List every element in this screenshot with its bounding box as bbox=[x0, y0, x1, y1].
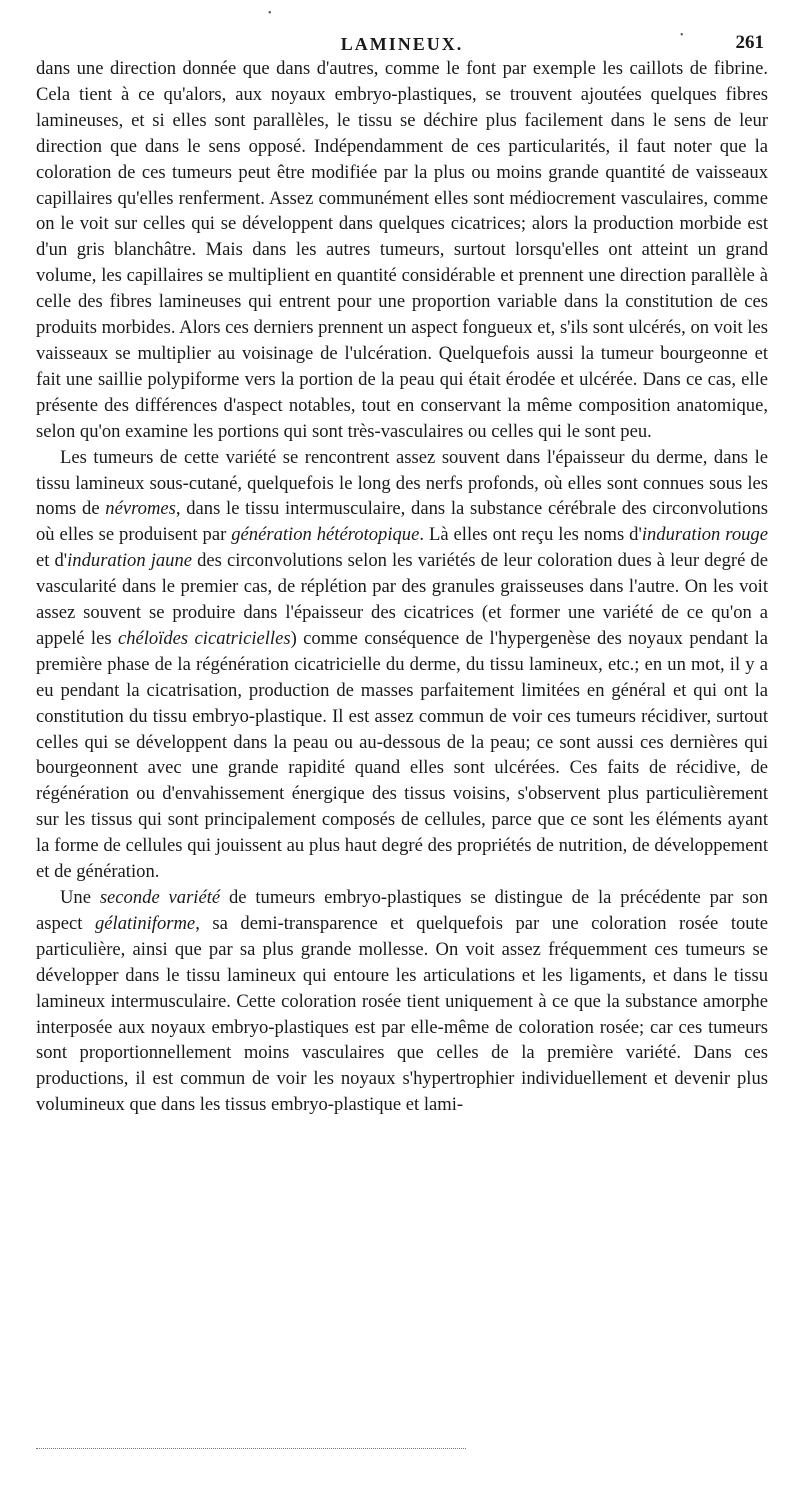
italic-term: chéloïdes cicatricielles bbox=[117, 627, 291, 649]
italic-term: induration rouge bbox=[641, 524, 768, 546]
paragraph bbox=[36, 885, 768, 1118]
italic-term: génération hétérotopique bbox=[231, 524, 420, 546]
book-page bbox=[36, 22, 768, 1118]
text-run: des circonvolutions selon les variétés de leur coloration dues à leur degré de vascularité dans le premier cas, de réplétion par des granules graisseuses dans l'autre. On les voit assez souvent se produire dans l'épaisseur des cicatrices (et former une variété de ce qu'on a appelé les bbox=[36, 550, 768, 649]
text-run: et d' bbox=[36, 550, 68, 572]
text-run: , dans le tissu intermusculaire, dans la substance cérébrale des circonvolutions où elles se produisent par bbox=[36, 498, 769, 546]
running-title: LAMINEUX. bbox=[340, 34, 464, 54]
text-run: , sa demi-transparence et quelquefois par une coloration rosée toute particulière, ainsi que par sa plus grande mollesse. On voit assez fréquemment ces tumeurs se développer dans le tissu lamineux qui entoure les articulations et les ligaments, et dans le tissu lamineux intermusculaire. Cette coloration rosée tient uniquement à ce que la substance amorphe interposée aux noyaux embryo-plastiques est par elle-même de coloration rosée; car ces tumeurs sont proportionnellement moins vasculaires que celles de la première variété. Dans ces productions, il est commun de voir les noyaux s'hypertrophier individuellement et devenir plus volumineux que dans les tissus embryo-plastique et lami- bbox=[36, 912, 768, 1116]
running-head bbox=[36, 22, 768, 56]
text-run: Une bbox=[60, 887, 100, 908]
text-run: Les tumeurs de cette variété se rencontrent assez souvent dans l'épaisseur du derme, dans le tissu lamineux sous-cutané, quelquefois le long des nerfs profonds, où elles sont connues sous les noms de bbox=[36, 446, 768, 520]
italic-term: névromes bbox=[105, 498, 176, 520]
paragraph bbox=[36, 56, 768, 445]
print-speck: • bbox=[268, 8, 272, 19]
paragraph bbox=[36, 445, 768, 885]
print-speck: • bbox=[680, 30, 684, 41]
italic-term: induration jaune bbox=[67, 550, 193, 572]
footer-rule bbox=[36, 1448, 466, 1449]
italic-term: seconde variété bbox=[99, 887, 221, 908]
italic-term: gélatiniforme bbox=[95, 912, 196, 934]
page-number: 261 bbox=[735, 32, 764, 53]
text-run: de tumeurs embryo-plastiques se distingue de la précédente par son aspect bbox=[36, 887, 768, 934]
text-run: dans une direction donnée que dans d'autres, comme le font par exemple les caillots de fibrine. Cela tient à ce qu'alors, aux noyaux embryo-plastiques, se trouvent ajoutées quelques fibres lamineuses, et si elles sont parallèles, le tissu se déchire plus facilement dans le sens de leur direction que dans le sens opposé. Indépendamment de ces particularités, il faut noter que la coloration de ces tumeurs peut être modifiée par la plus ou moins grande quantité de vaisseaux capillaires qu'elles renferment. Assez communément elles sont médiocrement vasculaires, comme on le voit sur celles qui se développent dans quelques cicatrices; alors la production morbide est d'un gris blanchâtre. Mais dans les autres tumeurs, surtout lorsqu'elles ont atteint un grand volume, les capillaires se multiplient en quantité considérable et prennent une direction parallèle à celle des fibres lamineuses qui entrent pour une proportion variable dans la constitution de ces produits morbides. Alors ces derniers prennent un aspect fongueux et, s'ils sont ulcérés, on voit les vaisseaux se multiplier au voisinage de l'ulcération. Quelquefois aussi la tumeur bourgeonne et fait une saillie polypiforme vers la portion de la peau qui était érodée et ulcérée. Dans ce cas, elle présente des différences d'aspect notables, tout en conservant la même composition anatomique, selon qu'on examine les portions qui sont très-vasculaires ou celles qui le sont peu. bbox=[36, 58, 768, 442]
body-text bbox=[36, 56, 768, 1118]
text-run: . Là elles ont reçu les noms d' bbox=[419, 524, 642, 546]
text-run: ) comme conséquence de l'hypergenèse des noyaux pendant la première phase de la régénération cicatricielle du derme, du tissu lamineux, etc.; en un mot, il y a eu pendant la cicatrisation, production de masses parfaitement limitées en général et qui ont la constitution du tissu embryo-plastique. Il est assez commun de voir ces tumeurs récidiver, surtout celles qui se développent dans la peau ou au-dessous de la peau; ce sont aussi ces dernières qui bourgeonnent avec une grande rapidité quand elles sont ulcérées. Ces faits de récidive, de régénération ou d'envahissement énergique des tissus voisins, s'observent plus particulièrement sur les tissus qui sont principalement composés de cellules, parce que ce sont les éléments ayant la forme de cellules qui jouissent au plus haut degré des propriétés de nutrition, de développement et de génération. bbox=[36, 627, 768, 883]
